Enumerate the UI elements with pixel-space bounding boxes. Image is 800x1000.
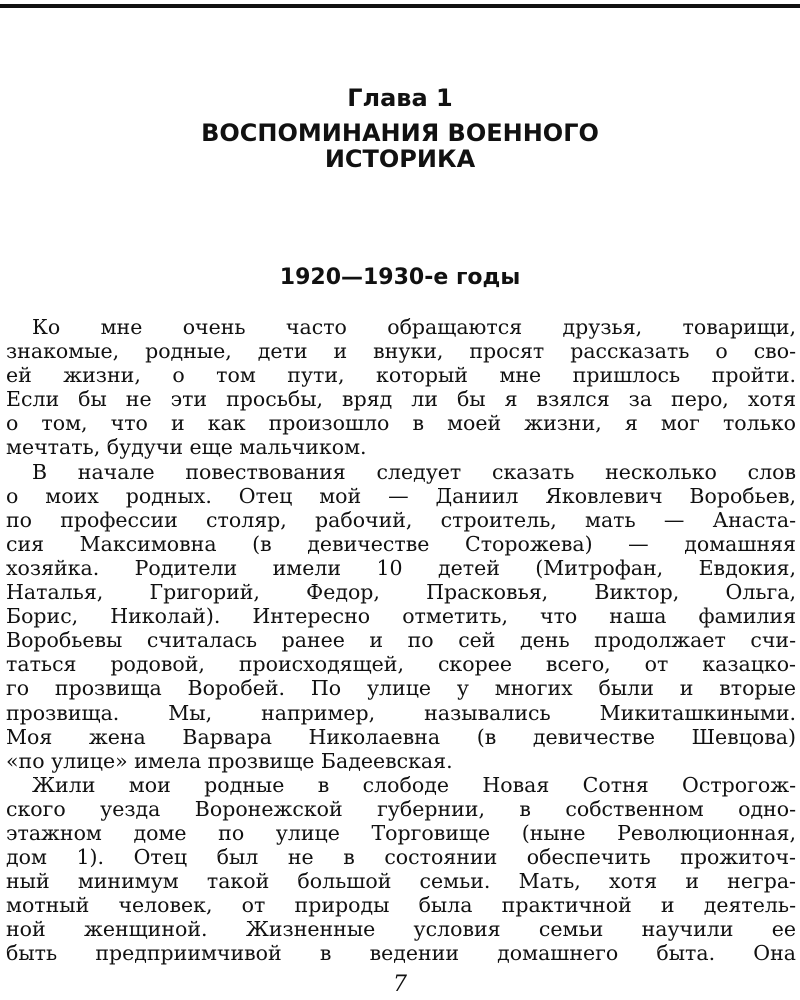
- text-line: прозвища. Мы, например, назывались Микиташкиными.: [6, 700, 796, 725]
- text-line: Моя жена Варвара Николаевна (в девичестве Шевцова): [6, 724, 796, 749]
- page-number: 7: [393, 972, 407, 997]
- text-line: о моих родных. Отец мой — Даниил Яковлевич Воробьев,: [6, 483, 796, 508]
- text-line: Жили мои родные в слободе Новая Сотня Острогож-: [32, 772, 796, 797]
- text-line: дом 1). Отец был не в состоянии обеспечить прожиточ-: [6, 845, 796, 870]
- text-line: ный минимум такой большой семьи. Мать, хотя и негра-: [6, 869, 796, 894]
- text-line: Если бы не эти просьбы, вряд ли бы я взялся за перо, хотя: [6, 387, 796, 412]
- text-line: мотный человек, от природы была практичной и деятель-: [6, 893, 796, 918]
- text-line: по профессии столяр, рабочий, строитель, мать — Анаста-: [6, 507, 796, 532]
- chapter-label: Глава 1: [347, 84, 453, 112]
- top-border-line: [0, 4, 800, 8]
- text-line: «по улице» имела прозвище Бадеевская.: [6, 748, 453, 773]
- text-line: таться родовой, происходящей, скорее всего, от казацко-: [6, 652, 796, 677]
- text-line: о том, что и как произошло в моей жизни, я мог только: [6, 411, 796, 436]
- text-line: быть предприимчивой в ведении домашнего быта. Она: [6, 941, 796, 966]
- section-title: 1920—1930-е годы: [279, 265, 521, 290]
- chapter-title-line-1: ВОСПОМИНАНИЯ ВОЕННОГО: [201, 119, 599, 147]
- text-line: ского уезда Воронежской губернии, в собственном одно-: [6, 796, 796, 821]
- text-line: ей жизни, о том пути, который мне пришлось пройти.: [6, 363, 796, 388]
- chapter-title-line-2: ИСТОРИКА: [324, 145, 476, 173]
- text-line: ной женщиной. Жизненные условия семьи научили ее: [6, 917, 796, 942]
- text-line: сия Максимовна (в девичестве Сторожева) — домашняя: [6, 531, 796, 556]
- text-line: Наталья, Григорий, Федор, Прасковья, Виктор, Ольга,: [6, 580, 796, 605]
- text-line: В начале повествования следует сказать несколько слов: [32, 459, 796, 484]
- text-line: мечтать, будучи еще мальчиком.: [6, 435, 367, 460]
- text-line: Борис, Николай). Интересно отметить, что наша фамилия: [6, 604, 796, 629]
- text-line: этажном доме по улице Торговище (ныне Революционная,: [6, 820, 796, 845]
- body-text: [6, 315, 796, 966]
- text-line: Ко мне очень часто обращаются друзья, товарищи,: [32, 315, 796, 339]
- text-line: хозяйка. Родители имели 10 детей (Митрофан, Евдокия,: [6, 555, 796, 580]
- text-line: го прозвища Воробей. По улице у многих были и вторые: [6, 676, 796, 701]
- text-line: Воробьевы считалась ранее и по сей день продолжает счи-: [6, 628, 796, 653]
- text-line: знакомые, родные, дети и внуки, просят рассказать о сво-: [6, 339, 796, 364]
